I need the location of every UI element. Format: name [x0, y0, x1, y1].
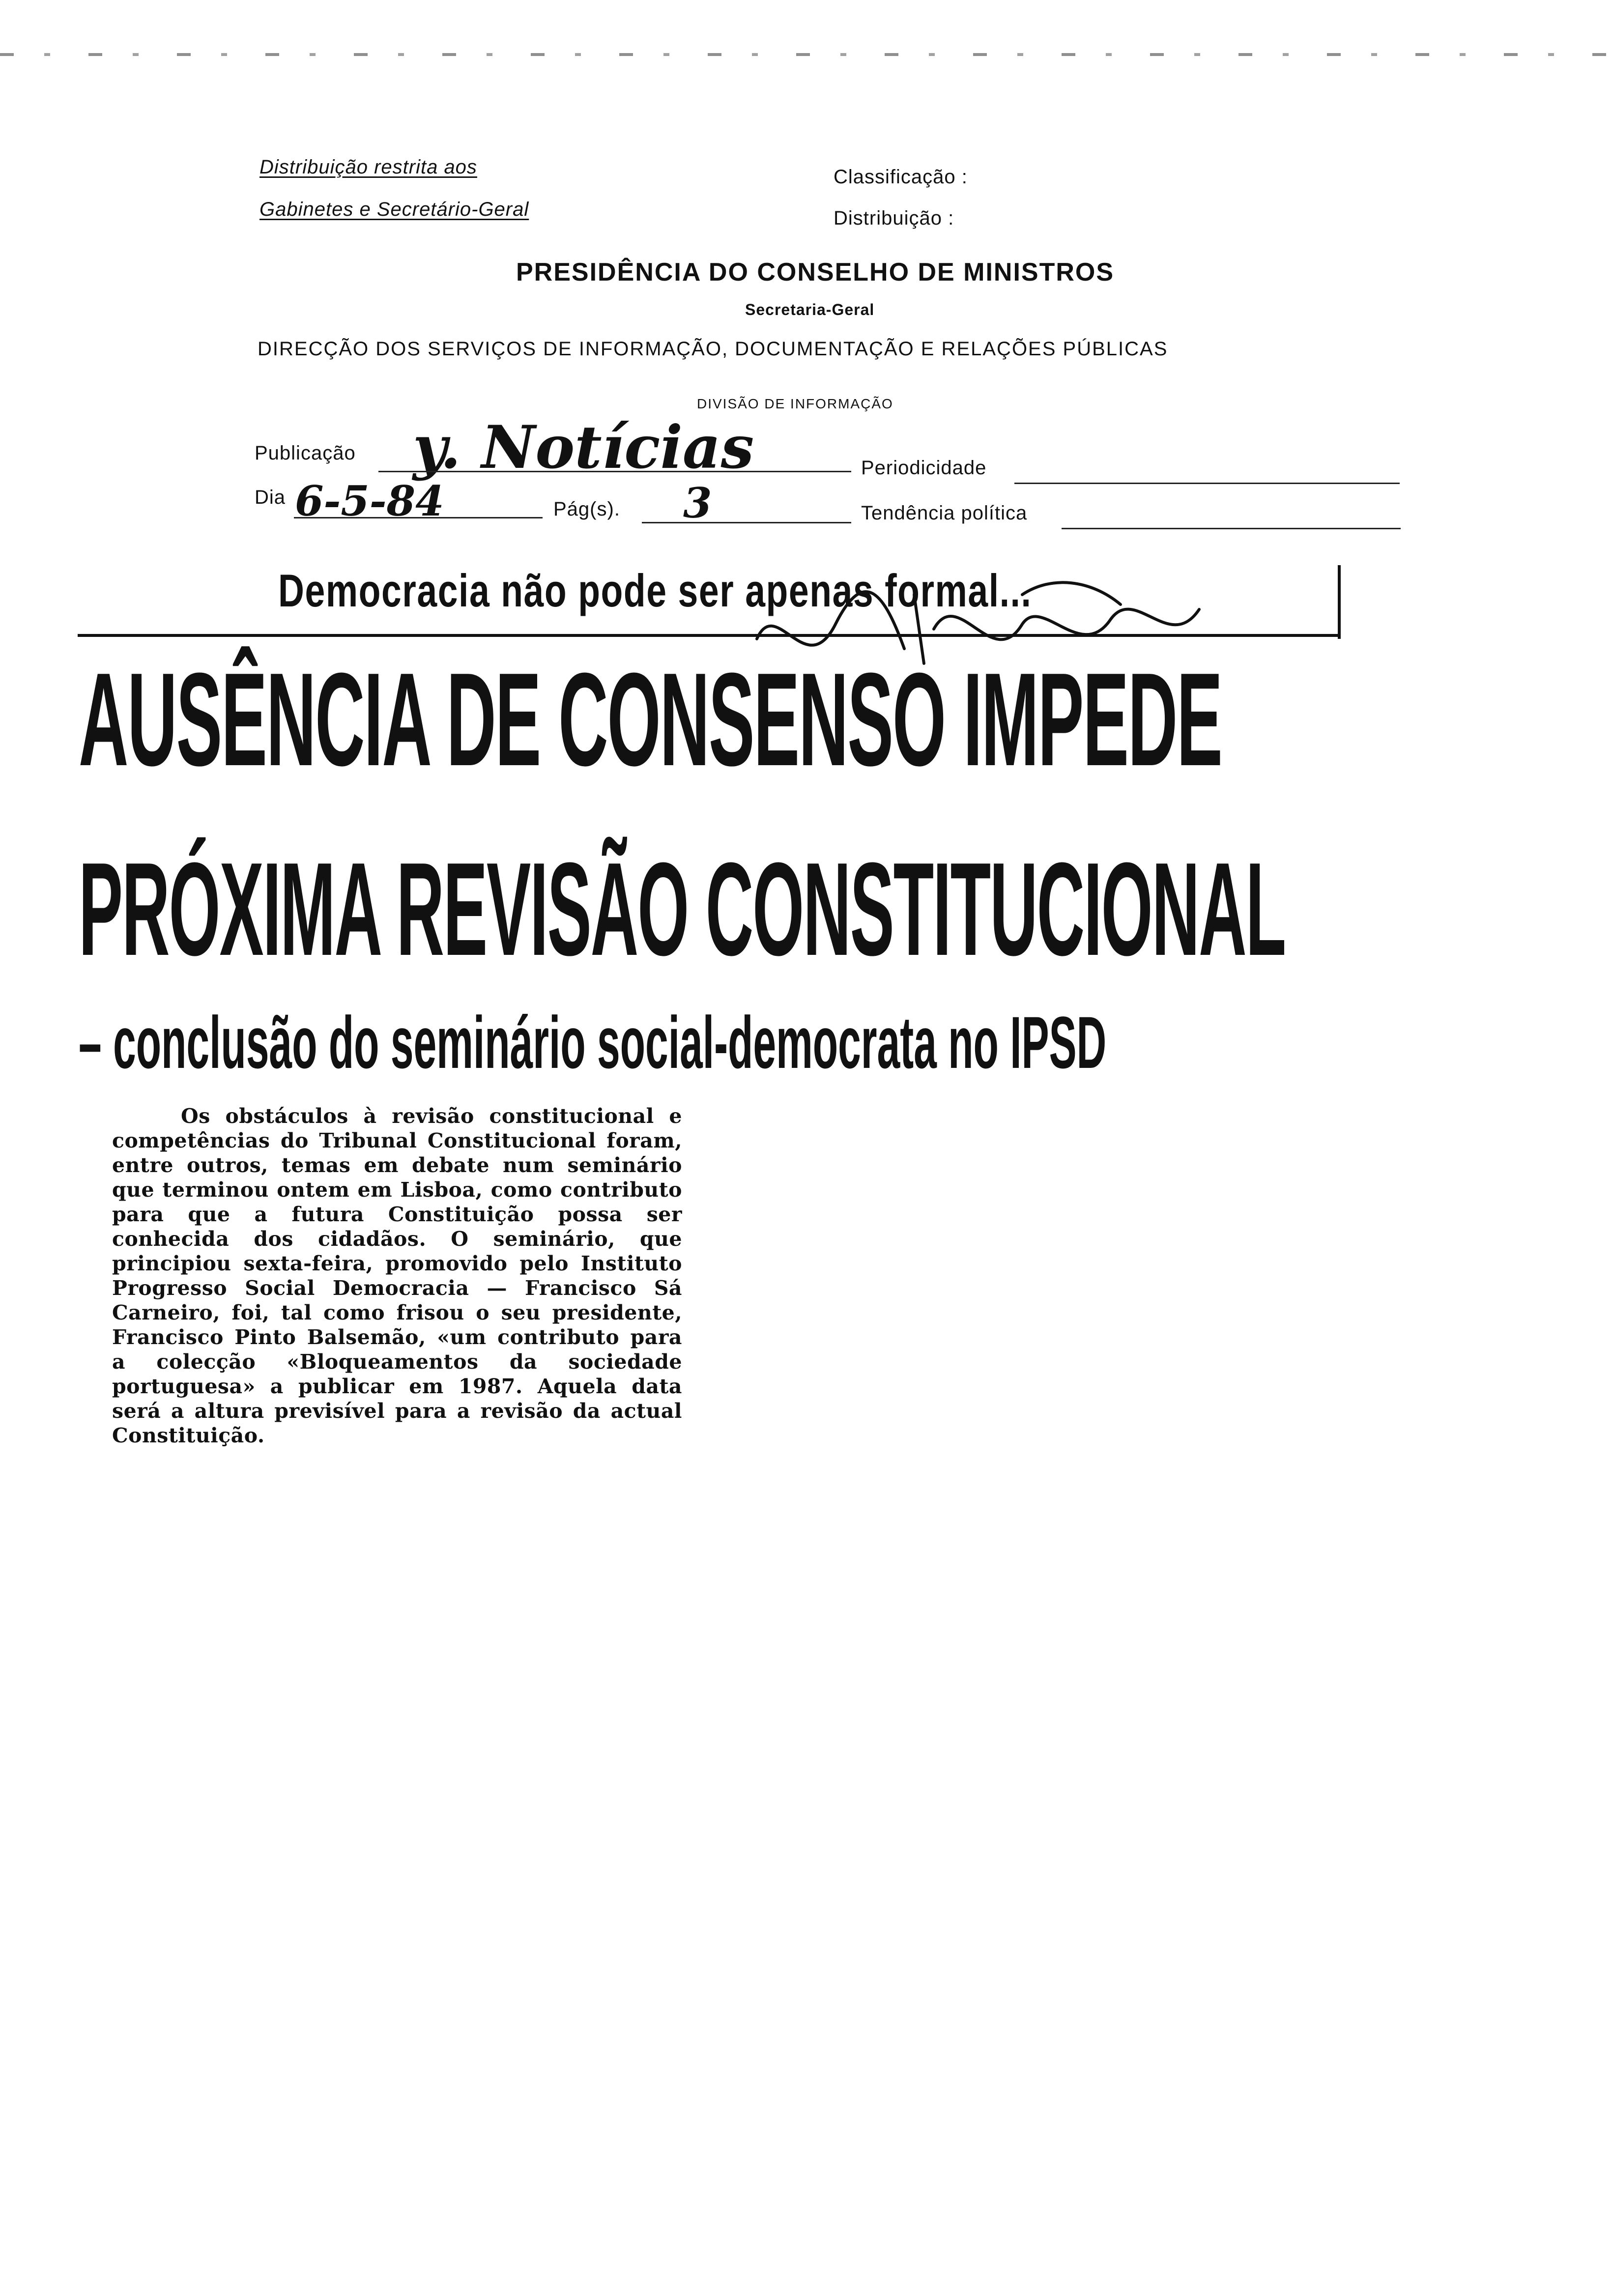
distribution-note-line1: Distribuição restrita aos: [259, 156, 477, 178]
distribution-note-line2: Gabinetes e Secretário-Geral: [259, 199, 529, 220]
dia-value: 6-5-84: [295, 477, 444, 525]
pags-label: Pág(s).: [553, 498, 620, 520]
article-body: Os obstáculos à revisão constitucional e competências do Tribunal Constitucional foram, entre outros, temas em debate num seminário que terminou ontem em Lisboa, como contributo para que a futura Constituição possa ser conhecida dos cidadãos. O seminário, que principiou sexta-feira, promovido pelo Instituto Progresso Social Democracia — Francisco Sá Carneiro, foi, tal como frisou o seu presidente, Francisco Pinto Balsemão, «um contributo para a colecção «Bloqueamentos da sociedade portuguesa» a publicar em 1987. Aquela data será a altura previsível para a revisão da actual Constituição.: [112, 1104, 682, 1447]
dia-line: [294, 517, 543, 518]
header-dept: DIRECÇÃO DOS SERVIÇOS DE INFORMAÇÃO, DOCUMENTAÇÃO E RELAÇÕES PÚBLICAS: [258, 338, 1168, 360]
periodicidade-label: Periodicidade: [861, 457, 987, 479]
publicacao-line: [378, 471, 851, 472]
article-box-right-line: [1338, 565, 1341, 639]
headline-line1: AUSÊNCIA DE CONSENSO IMPEDE: [79, 646, 1222, 794]
header-sub: Secretaria-Geral: [745, 301, 875, 318]
periodicidade-line: [1014, 483, 1400, 484]
publicacao-value: y. Notícias: [413, 413, 754, 482]
headline-line2: PRÓXIMA REVISÃO CONSTITUCIONAL: [79, 835, 1286, 983]
scan-noise: [0, 53, 1612, 56]
article-kicker: Democracia não pode ser apenas formal...: [278, 565, 1032, 616]
tendencia-label: Tendência política: [861, 502, 1028, 524]
header-main: PRESIDÊNCIA DO CONSELHO DE MINISTROS: [516, 258, 1115, 287]
publicacao-label: Publicação: [255, 442, 356, 464]
dia-label: Dia: [255, 487, 286, 508]
tendencia-line: [1062, 528, 1401, 529]
header-division: DIVISÃO DE INFORMAÇÃO: [697, 396, 893, 411]
pags-value: 3: [683, 479, 712, 527]
classificacao-label: Classificação :: [834, 166, 968, 188]
distribuicao-label: Distribuição :: [834, 207, 954, 229]
article-subhead: – conclusão do seminário social-democrata no IPSD: [79, 1001, 1107, 1084]
pags-line: [642, 522, 851, 523]
